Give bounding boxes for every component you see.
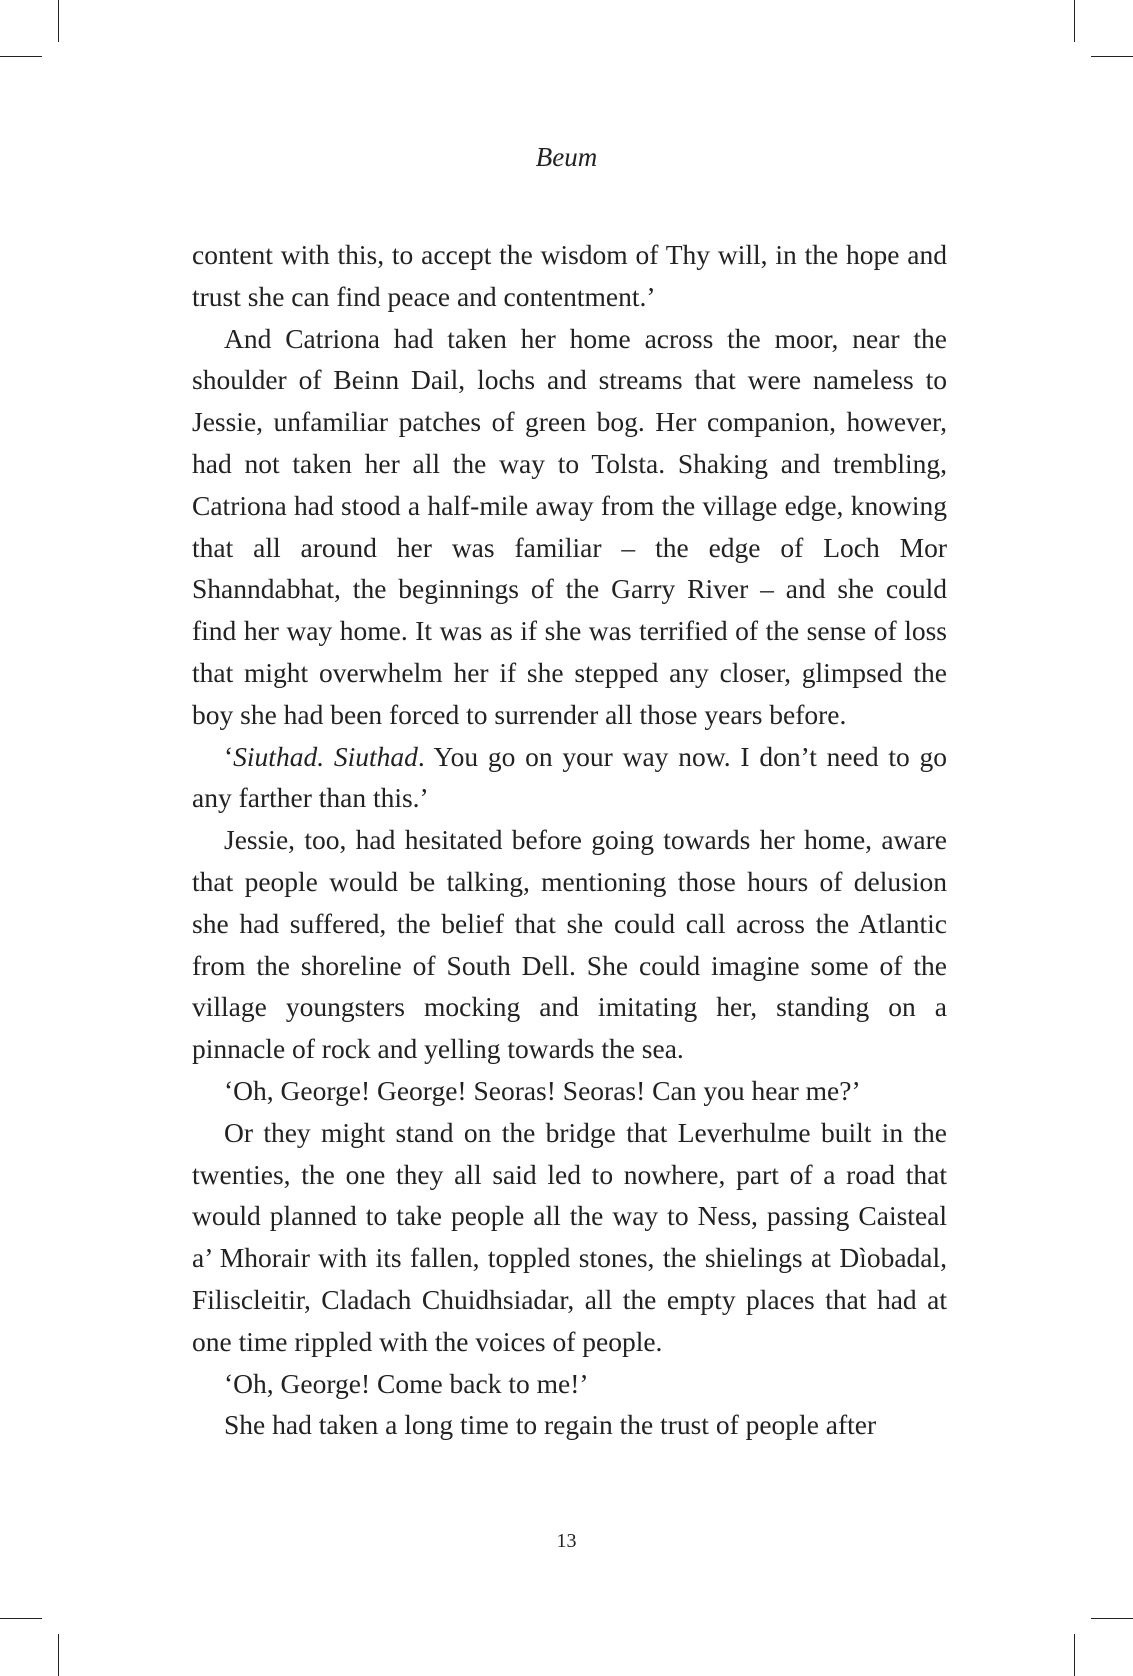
body-text xyxy=(192,234,947,1446)
crop-mark xyxy=(58,1634,59,1676)
paragraph xyxy=(192,1363,947,1405)
text-run: ‘Oh, George! Come back to me!’ xyxy=(224,1367,589,1399)
crop-mark xyxy=(1091,1618,1133,1619)
paragraph xyxy=(192,1404,947,1446)
text-run: ‘ xyxy=(224,740,234,772)
text-run: content with this, to accept the wisdom of Thy will, in the hope and trust she can find peace and contentment.’ xyxy=(192,239,947,312)
text-run: ‘Oh, George! George! Seoras! Seoras! Can you hear me?’ xyxy=(224,1074,861,1106)
page-number: 13 xyxy=(556,1530,577,1552)
text-run: She had taken a long time to regain the trust of people after xyxy=(224,1409,877,1441)
paragraph xyxy=(192,318,947,736)
text-run: And Catriona had taken her home across the moor, near the shoulder of Beinn Dail, lochs and streams that were nameless to Jessie, unfamiliar patches of green bog. Her companion, however, had not taken her all the way to Tolsta. Shaking and trembling, Catriona had stood a half-mile away from the village edge, knowing that all around her was familiar – the edge of Loch Mor Shanndabhat, the beginnings of the Garry River – and she could find her way home. It was as if she was terrified of the sense of loss that might overwhelm her if she stepped any closer, glimpsed the boy she had been forced to surrender all those years before. xyxy=(192,322,947,730)
running-head: Beum xyxy=(535,142,598,172)
crop-mark xyxy=(58,0,59,42)
crop-mark xyxy=(0,56,42,57)
italic-text: Siuthad. Siuthad xyxy=(233,740,418,772)
paragraph xyxy=(192,234,947,318)
paragraph xyxy=(192,1112,947,1363)
text-run: Or they might stand on the bridge that Leverhulme built in the twenties, the one they all said led to nowhere, part of a road that would planned to take people all the way to Ness, passing Caisteal a’ Mhorair with its fallen, toppled stones, the shielings at Dìobadal, Filiscleitir, Cladach Chuidhsiadar, all the empty places that had at one time rippled with the voices of people. xyxy=(192,1116,947,1357)
crop-mark xyxy=(1091,56,1133,57)
text-run: . You go on your way now. I don’t need to go any farther than this.’ xyxy=(192,740,947,814)
crop-mark xyxy=(0,1618,42,1619)
text-run: Jessie, too, had hesitated before going towards her home, aware that people would be talking, mentioning those hours of delusion she had suffered, the belief that she could call across the Atlantic from the shoreline of South Dell. She could imagine some of the village youngsters mocking and imitating her, standing on a pinnacle of rock and yelling towards the sea. xyxy=(192,824,947,1065)
crop-mark xyxy=(1074,1634,1075,1676)
paragraph xyxy=(192,1070,947,1112)
crop-mark xyxy=(1074,0,1075,42)
paragraph xyxy=(192,819,947,1070)
paragraph xyxy=(192,736,947,820)
